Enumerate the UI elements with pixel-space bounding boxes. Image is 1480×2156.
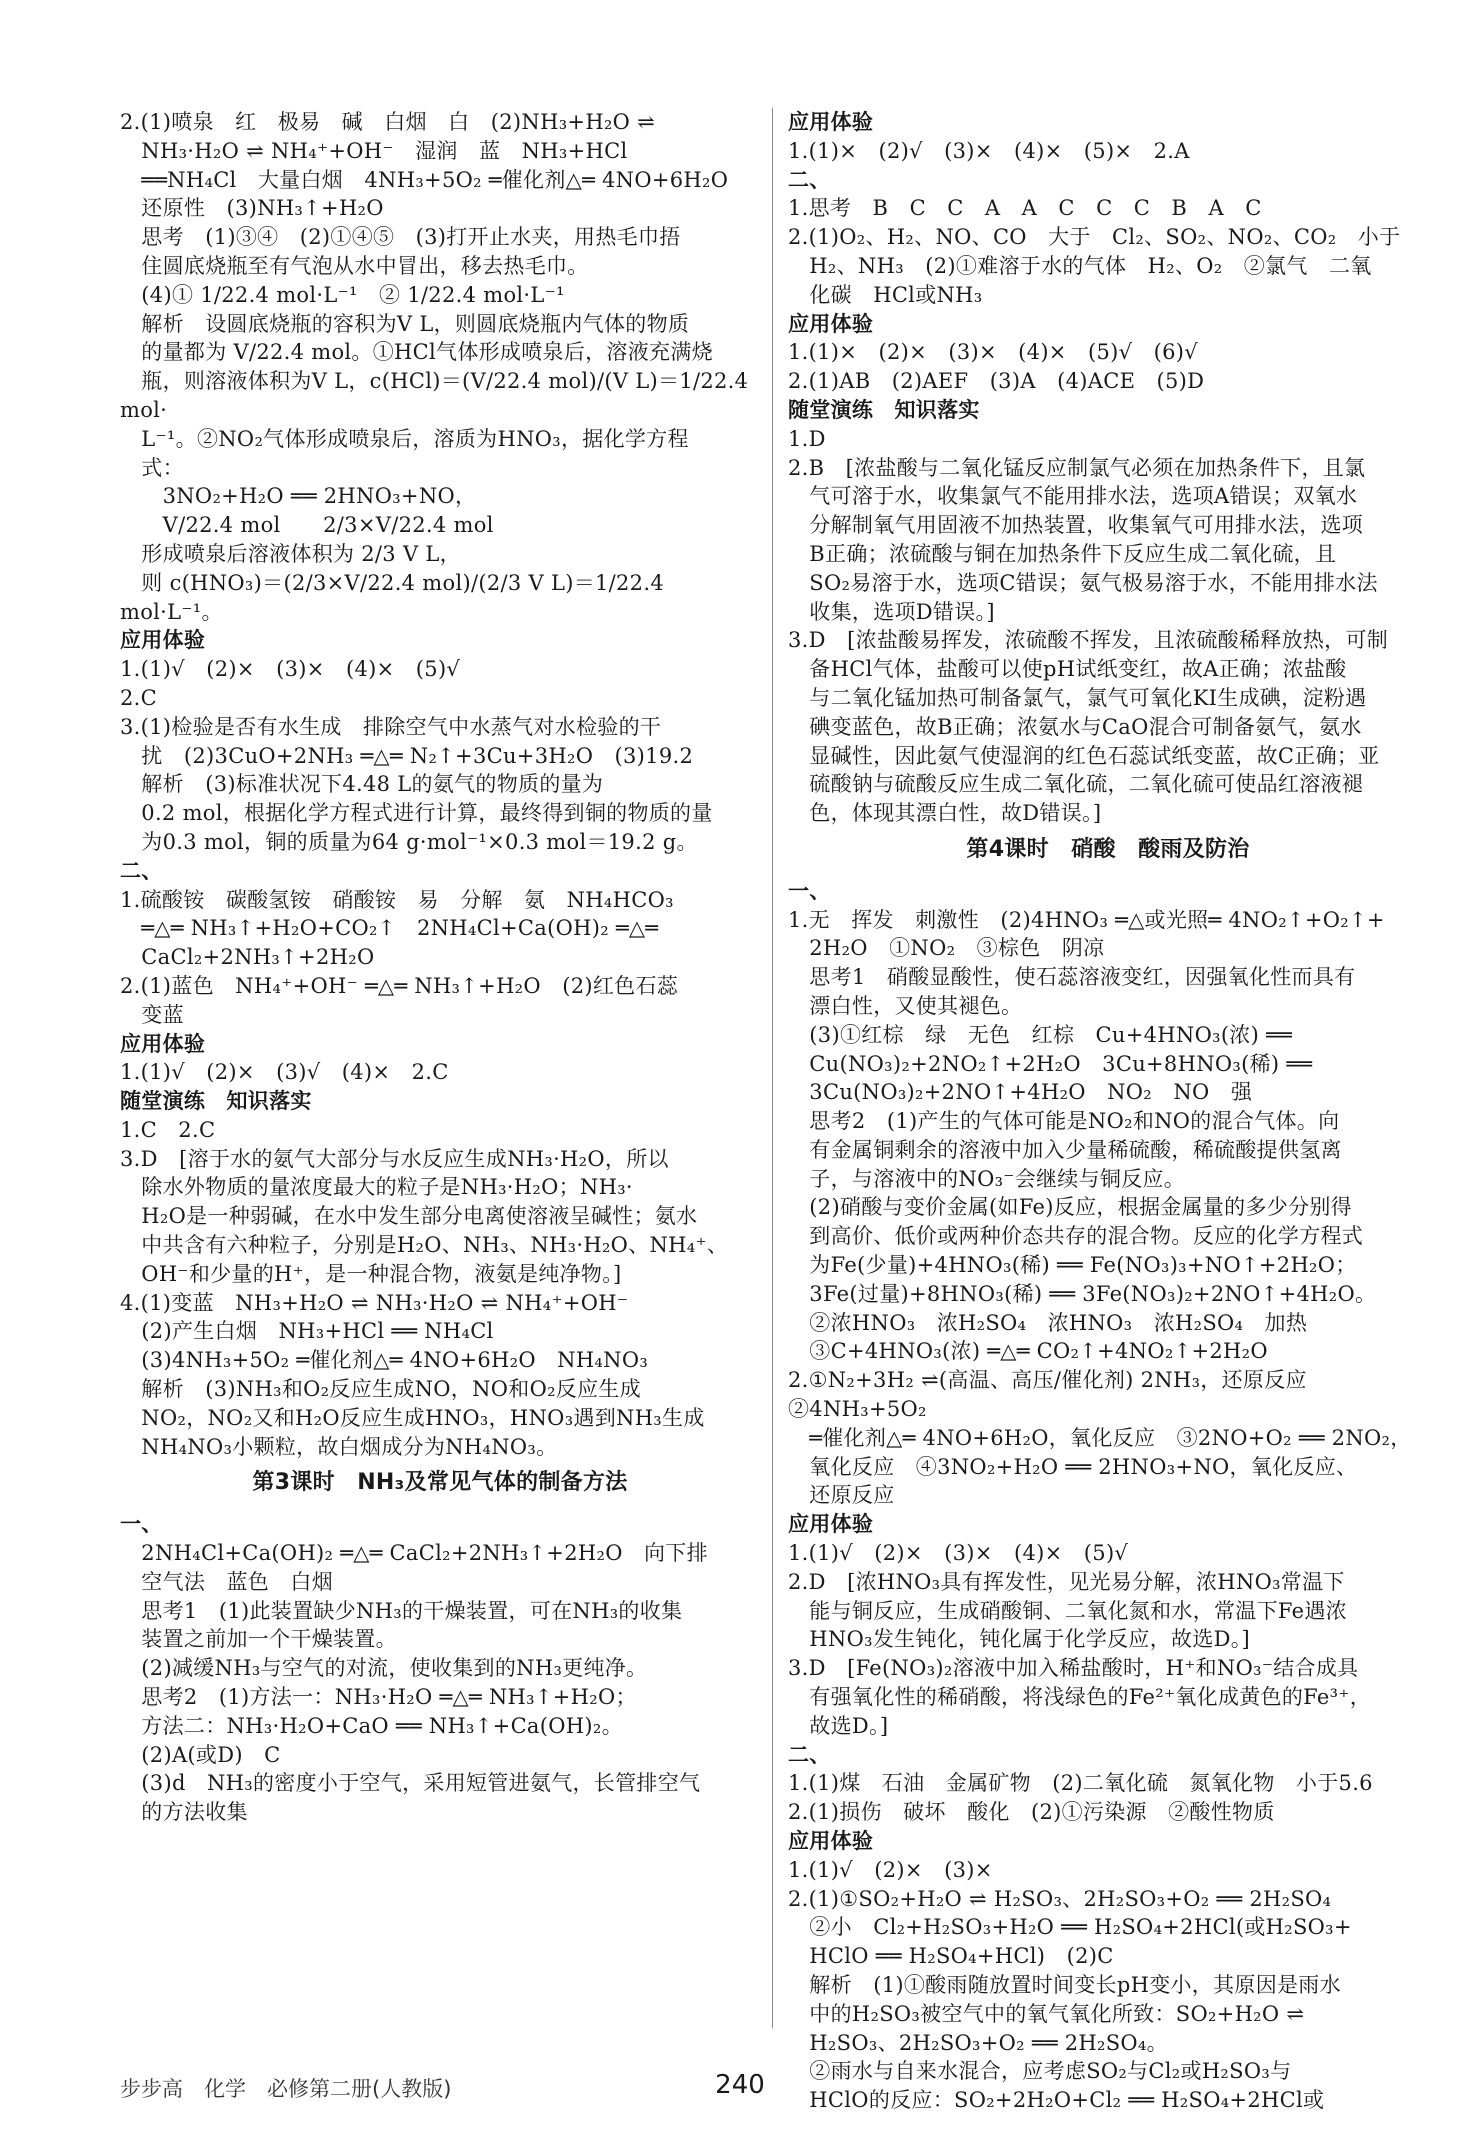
answer-line: OH⁻和少量的H⁺，是一种混合物，液氨是纯净物。] [120, 1261, 622, 1286]
answer-line: HClO ══ H₂SO₄+HCl) (2)C [788, 1944, 1114, 1969]
answer-line: 有强氧化性的稀硝酸，将浅绿色的Fe²⁺氧化成黄色的Fe³⁺， [788, 1685, 1372, 1710]
section-heading: 一、 [120, 1512, 163, 1537]
answer-line: 为Fe(少量)+4HNO₃(稀) ══ Fe(NO₃)₃+NO↑+2H₂O； [788, 1253, 1357, 1278]
answer-line: 还原反应 [788, 1483, 895, 1508]
left-column [120, 108, 760, 1827]
answer-line: 2.C [120, 685, 158, 710]
answer-line: 2.①N₂+3H₂ ⇌(高温、高压/催化剂) 2NH₃，还原反应 ②4NH₃+5O₂ [788, 1368, 1329, 1422]
answer-line: 2.(1)①SO₂+H₂O ⇌ H₂SO₃、2H₂SO₃+O₂ ══ 2H₂SO₄ [788, 1886, 1332, 1911]
answer-line: 装置之前加一个干燥装置。 [120, 1627, 397, 1652]
answer-line: 的量都为 V/22.4 mol。①HCl气体形成喷泉后，溶液充满烧 [120, 340, 713, 365]
answer-line: 色，体现其漂白性，故D错误。] [788, 801, 1102, 826]
answer-line: H₂SO₃、2H₂SO₃+O₂ ══ 2H₂SO₄。 [788, 2030, 1168, 2055]
answer-line: 硫酸钠与硫酸反应生成二氧化硫，二氧化硫可使品红溶液褪 [788, 772, 1364, 797]
answer-line: 2H₂O ①NO₂ ③棕色 阴凉 [788, 936, 1105, 961]
answer-line: 备HCl气体，盐酸可以使pH试纸变红，故A正确；浓盐酸 [788, 657, 1347, 682]
answer-line: 漂白性，又使其褪色。 [788, 993, 1023, 1018]
section-heading: 二、 [788, 167, 831, 192]
answer-line: 3.D [溶于水的氨气大部分与水反应生成NH₃·H₂O，所以 [120, 1146, 669, 1171]
answer-line: ═催化剂△═ 4NO+6H₂O，氧化反应 ③2NO+O₂ ══ 2NO₂， [788, 1425, 1412, 1450]
answer-line: 思考2 (1)产生的气体可能是NO₂和NO的混合气体。向 [788, 1109, 1340, 1134]
section-heading: 应用体验 [788, 110, 874, 134]
section-heading: 二、 [788, 1742, 831, 1767]
answer-line: 解析 设圆底烧瓶的容积为V L，则圆底烧瓶内气体的物质 [120, 311, 690, 336]
answer-line: 方法二：NH₃·H₂O+CaO ══ NH₃↑+Ca(OH)₂。 [120, 1713, 623, 1738]
answer-line: (3)①红棕 绿 无色 红棕 Cu+4HNO₃(浓) ══ [788, 1022, 1292, 1047]
answer-line: 空气法 蓝色 白烟 [120, 1569, 333, 1594]
answer-line: (2)减缓NH₃与空气的对流，使收集到的NH₃更纯净。 [120, 1656, 648, 1681]
answer-line: 的方法收集 [120, 1800, 248, 1825]
answer-line: NH₄NO₃小颗粒，故白烟成分为NH₄NO₃。 [120, 1434, 558, 1459]
answer-line: 式： [120, 455, 184, 480]
answer-line: 思考2 (1)方法一：NH₃·H₂O ═△═ NH₃↑+H₂O； [120, 1685, 637, 1710]
answer-line: 1.C 2.C [120, 1117, 216, 1142]
answer-line: 到高价、低价或两种价态共存的混合物。反应的化学方程式 [788, 1224, 1364, 1249]
answer-line: 住圆底烧瓶至有气泡从水中冒出，移去热毛巾。 [120, 253, 589, 278]
answer-line: 2NH₄Cl+Ca(OH)₂ ═△═ CaCl₂+2NH₃↑+2H₂O 向下排 [120, 1541, 708, 1566]
answer-line: 中的H₂SO₃被空气中的氧气氧化所致：SO₂+H₂O ⇌ [788, 2001, 1305, 2026]
answer-line: 则 c(HNO₃)＝(2/3×V/22.4 mol)/(2/3 V L)＝1/22.4 mol·L⁻¹。 [120, 570, 671, 624]
answer-line: 3.D [浓盐酸易挥发，浓硫酸不挥发，且浓硫酸稀释放热，可制 [788, 628, 1389, 653]
answer-line: CaCl₂+2NH₃↑+2H₂O [120, 945, 375, 970]
section-heading: 一、 [788, 878, 831, 903]
answer-line: 1.(1)√ (2)× (3)× [788, 1857, 993, 1882]
answer-line: 变蓝 [120, 1002, 184, 1027]
answer-line: V/22.4 mol 2/3×V/22.4 mol [120, 513, 494, 538]
section-heading: 应用体验 [120, 628, 206, 653]
answer-line: 形成喷泉后溶液体积为 2/3 V L， [120, 541, 461, 566]
answer-line: 中共含有六种粒子，分别是H₂O、NH₃、NH₃·H₂O、NH₄⁺、 [120, 1233, 729, 1258]
answer-line: 气可溶于水，收集氯气不能用排水法，选项A错误；双氧水 [788, 484, 1358, 509]
answer-line: ═△═ NH₃↑+H₂O+CO₂↑ 2NH₄Cl+Ca(OH)₂ ═△═ [120, 916, 659, 941]
answer-line: 氧化反应 ④3NO₂+H₂O ══ 2HNO₃+NO，氧化反应、 [788, 1454, 1358, 1479]
lesson-title: 第4课时 硝酸 酸雨及防治 [966, 836, 1250, 862]
answer-line: (3)d NH₃的密度小于空气，采用短管进氨气，长管排空气 [120, 1771, 701, 1796]
column-divider [772, 108, 773, 2028]
answer-line: 2.(1)AB (2)AEF (3)A (4)ACE (5)D [788, 369, 1205, 394]
answer-line: ③C+4HNO₃(浓) ═△═ CO₂↑+4NO₂↑+2H₂O [788, 1339, 1268, 1364]
answer-line: 2.D [浓HNO₃具有挥发性，见光易分解，浓HNO₃常温下 [788, 1569, 1345, 1594]
answer-line: 能与铜反应，生成硝酸铜、二氧化氮和水，常温下Fe遇浓 [788, 1598, 1347, 1623]
answer-line: 思考1 (1)此装置缺少NH₃的干燥装置，可在NH₃的收集 [120, 1598, 683, 1623]
answer-line: ②浓HNO₃ 浓H₂SO₄ 浓HNO₃ 浓H₂SO₄ 加热 [788, 1310, 1308, 1335]
answer-line: 解析 (3)NH₃和O₂反应生成NO，NO和O₂反应生成 [120, 1377, 642, 1402]
answer-line: 显碱性，因此氨气使湿润的红色石蕊试纸变蓝，故C正确；亚 [788, 743, 1380, 768]
answer-line: (2)硝酸与变价金属(如Fe)反应，根据金属量的多少分别得 [788, 1195, 1352, 1220]
answer-line: 3.(1)检验是否有水生成 排除空气中水蒸气对水检验的干 [120, 714, 662, 739]
answer-line: 1.(1)√ (2)× (3)× (4)× (5)√ [788, 1541, 1129, 1566]
answer-line: Cu(NO₃)₂+2NO₂↑+2H₂O 3Cu+8HNO₃(稀) ══ [788, 1051, 1313, 1076]
answer-line: ②雨水与自来水混合，应考虑SO₂与Cl₂或H₂SO₃与 [788, 2059, 1292, 2084]
answer-line: 1.(1)√ (2)× (3)√ (4)× 2.C [120, 1060, 449, 1085]
answer-line: 扰 (2)3CuO+2NH₃ ═△═ N₂↑+3Cu+3H₂O (3)19.2 [120, 743, 694, 768]
answer-line: (3)4NH₃+5O₂ ═催化剂△═ 4NO+6H₂O NH₄NO₃ [120, 1348, 649, 1373]
answer-line: 2.B [浓盐酸与二氧化锰反应制氯气必须在加热条件下，且氯 [788, 455, 1366, 480]
answer-line: H₂O是一种弱碱，在水中发生部分电离使溶液呈碱性；氨水 [120, 1204, 698, 1229]
answer-line: ②小 Cl₂+H₂SO₃+H₂O ══ H₂SO₄+2HCl(或H₂SO₃+ [788, 1915, 1352, 1940]
section-heading: 随堂演练 知识落实 [788, 397, 980, 422]
answer-line: 思考 (1)③④ (2)①④⑤ (3)打开止水夹，用热毛巾捂 [120, 225, 681, 250]
right-column [788, 108, 1428, 2115]
answer-line: NH₃·H₂O ⇌ NH₄⁺+OH⁻ 湿润 蓝 NH₃+HCl [120, 138, 628, 163]
answer-line: B正确；浓硫酸与铜在加热条件下反应生成二氧化硫，且 [788, 541, 1337, 566]
answer-line: 碘变蓝色，故B正确；浓氨水与CaO混合可制备氨气，氨水 [788, 714, 1362, 739]
answer-line: 1.无 挥发 刺激性 (2)4HNO₃ ═△或光照═ 4NO₂↑+O₂↑+ [788, 907, 1385, 932]
section-heading: 应用体验 [788, 1512, 874, 1537]
answer-line: 1.(1)煤 石油 金属矿物 (2)二氧化硫 氮氧化物 小于5.6 [788, 1771, 1373, 1796]
answer-line: 思考1 硝酸显酸性，使石蕊溶液变红，因强氧化性而具有 [788, 965, 1356, 990]
answer-line: 1.D [788, 426, 826, 451]
answer-line: 3.D [Fe(NO₃)₂溶液中加入稀盐酸时，H⁺和NO₃⁻结合成具 [788, 1656, 1359, 1681]
answer-line: (4)① 1/22.4 mol·L⁻¹ ② 1/22.4 mol·L⁻¹ [120, 282, 565, 307]
answer-line: 3NO₂+H₂O ══ 2HNO₃+NO， [120, 484, 477, 509]
answer-line: 1.(1)× (2)√ (3)× (4)× (5)× 2.A [788, 138, 1190, 163]
answer-line: 解析 (1)①酸雨随放置时间变长pH变小，其原因是雨水 [788, 1973, 1341, 1997]
answer-line: 1.(1)× (2)× (3)× (4)× (5)√ (6)√ [788, 340, 1198, 365]
section-heading: 随堂演练 知识落实 [120, 1089, 312, 1114]
answer-line: 0.2 mol，根据化学方程式进行计算，最终得到铜的物质的量 [120, 801, 713, 826]
answer-line: ══NH₄Cl 大量白烟 4NH₃+5O₂ ═催化剂△═ 4NO+6H₂O [120, 167, 729, 192]
answer-line: 1.硫酸铵 碳酸氢铵 硝酸铵 易 分解 氨 NH₄HCO₃ [120, 887, 674, 912]
answer-line: 化碳 HCl或NH₃ [788, 282, 983, 307]
answer-line: 与二氧化锰加热可制备氯气，氯气可氧化KI生成碘，淀粉遇 [788, 685, 1367, 710]
lesson-title: 第3课时 NH₃及常见气体的制备方法 [252, 1470, 628, 1496]
answer-line: 分解制氧气用固液不加热装置，收集氧气可用排水法，选项 [788, 513, 1364, 538]
answer-line: NO₂，NO₂又和H₂O反应生成HNO₃，HNO₃遇到NH₃生成 [120, 1405, 705, 1430]
page-number: 240 [715, 2070, 765, 2100]
answer-line: 收集，选项D错误。] [788, 599, 995, 624]
footer-book-title: 步步高 化学 必修第二册(人教版) [120, 2077, 452, 2101]
answer-line: 3Cu(NO₃)₂+2NO↑+4H₂O NO₂ NO 强 [788, 1080, 1253, 1105]
answer-line: H₂、NH₃ (2)①难溶于水的气体 H₂、O₂ ②氯气 二氧 [788, 253, 1372, 278]
answer-line: 2.(1)损伤 破坏 酸化 (2)①污染源 ②酸性物质 [788, 1800, 1275, 1825]
section-heading: 应用体验 [120, 1031, 206, 1056]
answer-line: 瓶，则溶液体积为V L，c(HCl)＝(V/22.4 mol)/(V L)＝1/22.4 mol· [120, 369, 756, 422]
answer-line: 2.(1)O₂、H₂、NO、CO 大于 Cl₂、SO₂、NO₂、CO₂ 小于 [788, 225, 1401, 250]
answer-line: 有金属铜剩余的溶液中加入少量稀硫酸，稀硫酸提供氢离 [788, 1137, 1342, 1162]
answer-line: SO₂易溶于水，选项C错误；氨气极易溶于水，不能用排水法 [788, 570, 1378, 595]
answer-line: (2)A(或D) C [120, 1742, 281, 1767]
answer-line: 2.(1)喷泉 红 极易 碱 白烟 白 (2)NH₃+H₂O ⇌ [120, 110, 656, 134]
answer-line: HClO的反应：SO₂+2H₂O+Cl₂ ══ H₂SO₄+2HCl或 [788, 2088, 1325, 2113]
answer-line: HNO₃发生钝化，钝化属于化学反应，故选D。] [788, 1627, 1251, 1652]
answer-line: (2)产生白烟 NH₃+HCl ══ NH₄Cl [120, 1319, 494, 1344]
answer-line: 4.(1)变蓝 NH₃+H₂O ⇌ NH₃·H₂O ⇌ NH₄⁺+OH⁻ [120, 1290, 629, 1315]
answer-line: 2.(1)蓝色 NH₄⁺+OH⁻ ═△═ NH₃↑+H₂O (2)红色石蕊 [120, 973, 679, 998]
answer-line: 1.思考 B C C A A C C C B A C [788, 196, 1262, 221]
answer-line: 除水外物质的量浓度最大的粒子是NH₃·H₂O；NH₃· [120, 1175, 633, 1200]
answer-line: 为0.3 mol，铜的质量为64 g·mol⁻¹×0.3 mol＝19.2 g。 [120, 829, 698, 854]
answer-line: 子，与溶液中的NO₃⁻会继续与铜反应。 [788, 1166, 1186, 1191]
answer-line: L⁻¹。②NO₂气体形成喷泉后，溶质为HNO₃，据化学方程 [120, 426, 689, 451]
answer-line: 还原性 (3)NH₃↑+H₂O [120, 196, 384, 221]
section-heading: 应用体验 [788, 311, 874, 336]
section-heading: 应用体验 [788, 1829, 874, 1854]
answer-line: 故选D。] [788, 1713, 889, 1738]
answer-line: 解析 (3)标准状况下4.48 L的氨气的物质的量为 [120, 772, 604, 797]
answer-line: 1.(1)√ (2)× (3)× (4)× (5)√ [120, 657, 461, 682]
section-heading: 二、 [120, 858, 163, 883]
answer-line: 3Fe(过量)+8HNO₃(稀) ══ 3Fe(NO₃)₂+2NO↑+4H₂O。 [788, 1281, 1377, 1306]
